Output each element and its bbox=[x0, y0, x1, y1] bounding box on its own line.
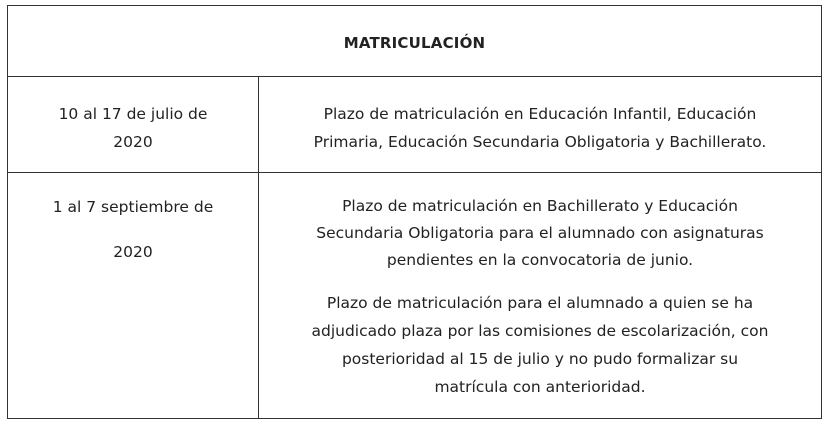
enrollment-table bbox=[7, 5, 822, 419]
description-paragraph bbox=[273, 289, 807, 401]
description-cell bbox=[259, 77, 821, 172]
table-title: MATRICULACIÓN bbox=[343, 34, 486, 52]
description-text bbox=[269, 100, 811, 156]
description-line: Plazo de matriculación para el alumnado a quien se ha bbox=[326, 294, 754, 312]
date-line: 10 al 17 de julio de bbox=[58, 105, 208, 123]
description-line: Plazo de matriculación en Bachillerato y Educación bbox=[342, 197, 738, 215]
description-line: Primaria, Educación Secundaria Obligatoria y Bachillerato. bbox=[313, 133, 767, 151]
date-line: 2020 bbox=[113, 133, 153, 151]
table-row bbox=[8, 77, 821, 173]
date-cell bbox=[8, 173, 259, 418]
description-cell bbox=[259, 173, 821, 418]
table-row bbox=[8, 173, 821, 418]
description-line: posterioridad al 15 de julio y no pudo formalizar su bbox=[341, 350, 739, 368]
date-line: 1 al 7 septiembre de bbox=[52, 198, 214, 216]
description-paragraph bbox=[279, 193, 801, 274]
description-line: Plazo de matriculación en Educación Infantil, Educación bbox=[323, 105, 757, 123]
description-line: pendientes en la convocatoria de junio. bbox=[386, 251, 694, 269]
table-header bbox=[8, 6, 821, 77]
date-text bbox=[28, 100, 238, 156]
date-cell bbox=[8, 77, 259, 172]
date-line: 2020 bbox=[113, 243, 153, 261]
description-line: matrícula con anterioridad. bbox=[434, 378, 646, 396]
description-line: adjudicado plaza por las comisiones de escolarización, con bbox=[311, 322, 769, 340]
description-line: Secundaria Obligatoria para el alumnado con asignaturas bbox=[316, 224, 764, 242]
